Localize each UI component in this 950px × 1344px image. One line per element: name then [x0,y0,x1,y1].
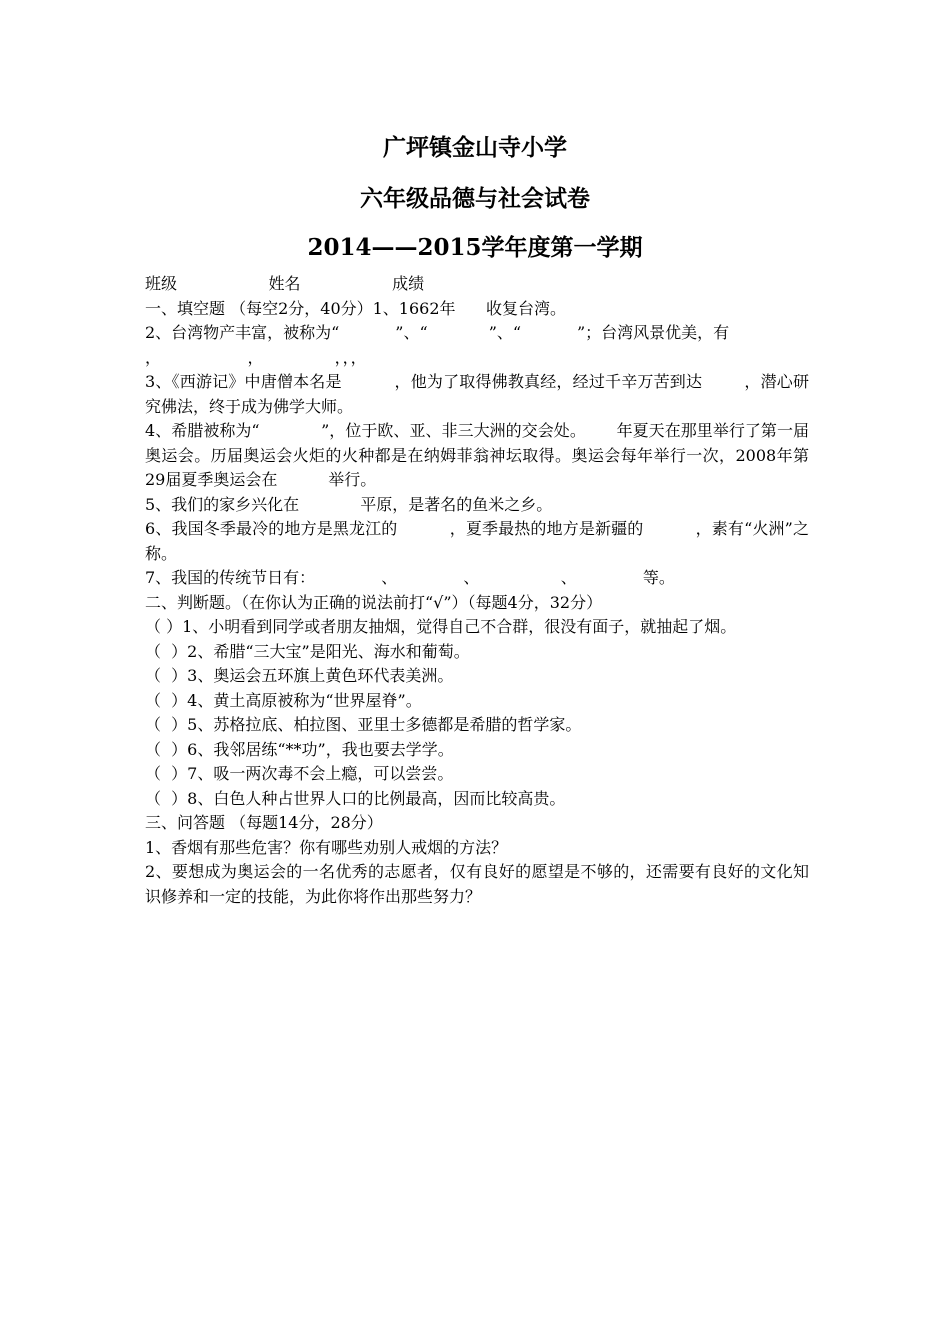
fill-q3: 3、《西游记》中唐僧本名是 ，他为了取得佛教真经，经过千辛万苦到达 ，潜心研究佛法，终于成为佛学大师。 [145,372,809,416]
section1-heading-q1: 一、填空题 （每空2分，40分）1、1662年 收复台湾。 [145,298,567,318]
fill-q2-line1: 2、台湾物产丰富，被称为“ ”、“ ”、“ ”；台湾风景优美，有 [145,323,730,342]
essay-q2: 2、要想成为奥运会的一名优秀的志愿者，仅有良好的愿望是不够的，还需要有良好的文化知识修养和一定的技能，为此你将作出那些努力？ [145,862,809,906]
section3-heading: 三、问答题 （每题14分，28分） [145,813,383,832]
fill-q6: 6、我国冬季最冷的地方是黑龙江的 ，夏季最热的地方是新疆的 ，素有“火洲”之称。 [145,519,809,563]
judge-item: （ ）1、小明看到同学或者朋友抽烟，觉得自己不合群，很没有面子，就抽起了烟。 [145,617,737,636]
judge-item: （ ）5、苏格拉底、柏拉图、亚里士多德都是希腊的哲学家。 [145,715,582,734]
term-title: 2014——2015学年度第一学期 [307,234,643,261]
judge-item: （ ）6、我邻居练“**功”，我也要去学学。 [145,739,454,759]
fill-q5: 5、我们的家乡兴化在 平原，是著名的鱼米之乡。 [145,494,553,514]
fill-q4: 4、希腊被称为“ ”，位于欧、亚、非三大洲的交会处。 年夏天在那里举行了第一届奥运会。历届奥运会火炬的火种都是在纳姆菲翁神坛取得。奥运会每年举行一次，2008年第29届夏季奥运会在 举行。 [145,421,809,489]
fill-q2-line2: ， ， ，，， [145,347,367,367]
section2-heading: 二、判断题。（在你认为正确的说法前打“√”）（每题4分，32分） [145,592,603,612]
exam-body [145,272,809,909]
judge-item: （ ）4、黄土高原被称为“世界屋脊”。 [145,690,422,710]
fill-q7: 7、我国的传统节日有： 、 、 、 等。 [145,568,675,587]
exam-title: 六年级品德与社会试卷 [360,185,590,212]
judge-item: （ ）7、吸一两次毒不会上瘾，可以尝尝。 [145,764,454,783]
school-title: 广坪镇金山寺小学 [383,134,567,161]
student-info-line: 班级 姓名 成绩 [145,274,425,293]
essay-q1: 1、香烟有那些危害？你有哪些劝别人戒烟的方法？ [145,837,508,857]
judge-item: （ ）3、奥运会五环旗上黄色环代表美洲。 [145,666,454,685]
judge-item: （ ）8、白色人种占世界人口的比例最高，因而比较高贵。 [145,788,566,808]
judge-item: （ ）2、希腊“三大宝”是阳光、海水和葡萄。 [145,641,470,661]
